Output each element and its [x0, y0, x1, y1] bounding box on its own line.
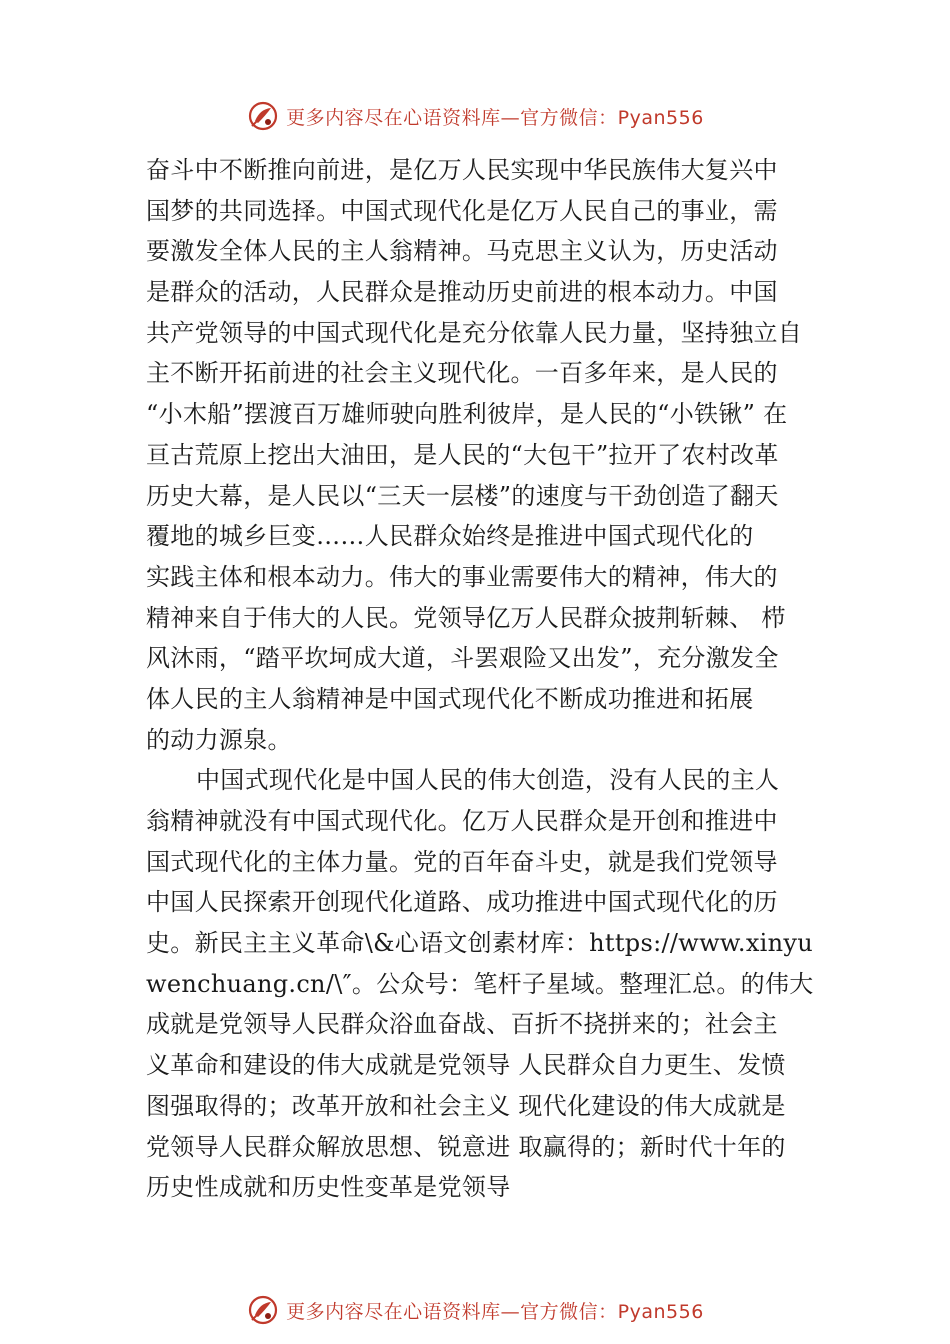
- text-line: 成就是党领导人民群众浴血奋战、百折不挠拼来的；社会主: [146, 1010, 778, 1039]
- footer-banner: [0, 1288, 950, 1332]
- footer-banner-id: Pyan556: [617, 1300, 704, 1323]
- header-banner-id: Pyan556: [617, 106, 704, 129]
- paragraph-2: [146, 760, 826, 1208]
- header-banner-text: [286, 103, 704, 130]
- text-line: 亘古荒原上挖出大油田，是人民的“大包干”拉开了农村改革: [146, 440, 779, 469]
- text-line: 要激发全体人民的主人翁精神。马克思主义认为，历史活动: [146, 237, 778, 266]
- text-line: 是群众的活动，人民群众是推动历史前进的根本动力。中国: [146, 278, 778, 307]
- text-line: 图强取得的；改革开放和社会主义 现代化建设的伟大成就是: [146, 1091, 786, 1120]
- logo-icon: [246, 1293, 280, 1327]
- text-line: 历史大幕，是人民以“三天一层楼”的速度与干劲创造了翻天: [146, 481, 779, 510]
- text-line: 的动力源泉。: [146, 725, 292, 754]
- text-line: 风沐雨，“踏平坎坷成大道，斗罢艰险又出发”，充分激发全: [146, 644, 779, 673]
- text-line: 共产党领导的中国式现代化是充分依靠人民力量，坚持独立自: [146, 318, 803, 347]
- text-line: 实践主体和根本动力。伟大的事业需要伟大的精神，伟大的: [146, 562, 778, 591]
- text-line: 史。新民主主义革命\&心语文创素材库：https://www.xinyu: [146, 929, 814, 958]
- text-line: “小木船”摆渡百万雄师驶向胜利彼岸，是人民的“小铁锹” 在: [146, 400, 788, 429]
- footer-banner-main: 更多内容尽在心语资料库—官方微信：: [286, 1300, 618, 1323]
- text-line: 党领导人民群众解放思想、锐意进 取赢得的；新时代十年的: [146, 1132, 786, 1161]
- text-line: 国式现代化的主体力量。党的百年奋斗史，就是我们党领导: [146, 847, 778, 876]
- document-body: [146, 150, 826, 1208]
- text-line: 主不断开拓前进的社会主义现代化。一百多年来，是人民的: [146, 359, 778, 388]
- text-line: wenchuang.cn/\″。公众号：笔杆子星域。整理汇总。的伟大: [146, 969, 814, 998]
- text-line: 历史性成就和历史性变革是党领导: [146, 1173, 511, 1202]
- footer-banner-text: [286, 1297, 704, 1324]
- logo-icon: [246, 99, 280, 133]
- text-line: 体人民的主人翁精神是中国式现代化不断成功推进和拓展: [146, 684, 754, 713]
- paragraph-1: [146, 150, 826, 760]
- header-banner-main: 更多内容尽在心语资料库—官方微信：: [286, 106, 618, 129]
- text-line: 义革命和建设的伟大成就是党领导 人民群众自力更生、发愤: [146, 1051, 786, 1080]
- text-line: 国梦的共同选择。中国式现代化是亿万人民自己的事业，需: [146, 196, 778, 225]
- text-line: 中国式现代化是中国人民的伟大创造，没有人民的主人: [196, 766, 780, 795]
- text-line: 奋斗中不断推向前进，是亿万人民实现中华民族伟大复兴中: [146, 156, 778, 184]
- text-line: 覆地的城乡巨变……人民群众始终是推进中国式现代化的: [146, 522, 754, 551]
- text-line: 中国人民探索开创现代化道路、成功推进中国式现代化的历: [146, 888, 778, 917]
- header-banner: [0, 94, 950, 138]
- text-line: 精神来自于伟大的人民。党领导亿万人民群众披荆斩棘、 栉: [146, 603, 786, 632]
- text-line: 翁精神就没有中国式现代化。亿万人民群众是开创和推进中: [146, 807, 778, 835]
